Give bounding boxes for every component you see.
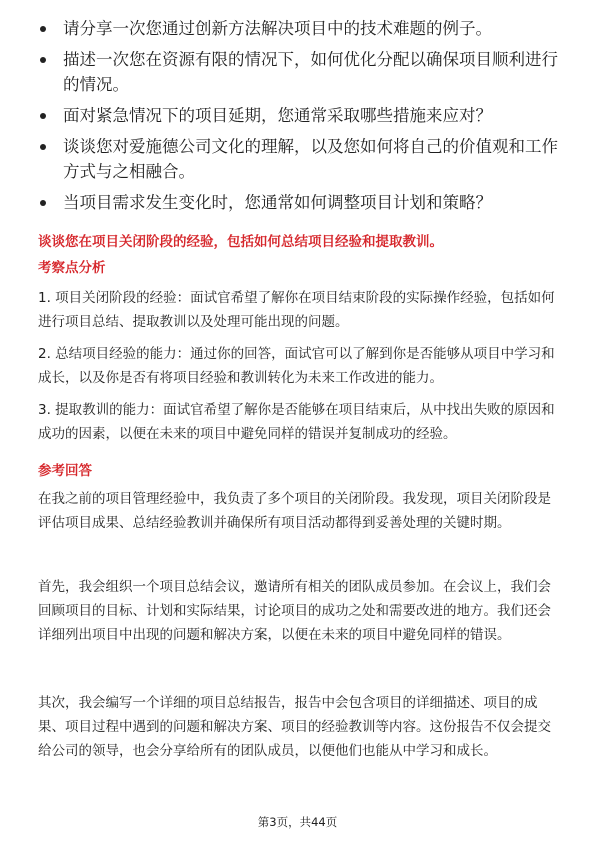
bullet-dot-icon — [40, 26, 46, 32]
question-bullet-list — [38, 16, 568, 221]
interview-question-heading: 谈谈您在项目关闭阶段的经验，包括如何总结项目经验和提取教训。 — [38, 234, 443, 250]
answer-paragraph: 首先，我会组织一个项目总结会议，邀请所有相关的团队成员参加。在会议上，我们会回顾项目的目标、计划和实际结果，讨论项目的成功之处和需要改进的地方。我们还会详细列出项目中出现的问题和解决方案，以便在未来的项目中避免同样的错误。 — [38, 579, 551, 643]
page-number-footer: 第3页，共44页 — [257, 815, 338, 829]
bullet-text: 当项目需求发生变化时，您通常如何调整项目计划和策略？ — [63, 193, 492, 212]
bullet-text: 描述一次您在资源有限的情况下，如何优化分配以确保项目顺利进行的情况。 — [63, 50, 558, 94]
analysis-item: 3. 提取教训的能力：面试官希望了解你是否能够在项目结束后，从中找出失败的原因和成功的因素，以便在未来的项目中避免同样的错误并复制成功的经验。 — [38, 402, 555, 442]
reference-answer-heading: 参考回答 — [38, 463, 92, 479]
bullet-item — [38, 190, 568, 215]
answer-paragraph: 其次，我会编写一个详细的项目总结报告，报告中会包含项目的详细描述、项目的成果、项目过程中遇到的问题和解决方案、项目的经验教训等内容。这份报告不仅会提交给公司的领导，也会分享给所有的团队成员，以便他们也能从中学习和成长。 — [38, 695, 551, 759]
bullet-text: 面对紧急情况下的项目延期，您通常采取哪些措施来应对？ — [63, 106, 492, 125]
bullet-dot-icon — [40, 113, 46, 119]
analysis-heading: 考察点分析 — [38, 260, 106, 276]
bullet-dot-icon — [40, 144, 46, 150]
bullet-dot-icon — [40, 200, 46, 206]
bullet-text: 谈谈您对爱施德公司文化的理解，以及您如何将自己的价值观和工作方式与之相融合。 — [63, 137, 558, 181]
bullet-item — [38, 134, 568, 184]
answer-paragraph: 在我之前的项目管理经验中，我负责了多个项目的关闭阶段。我发现，项目关闭阶段是评估项目成果、总结经验教训并确保所有项目活动都得到妥善处理的关键时期。 — [38, 491, 551, 531]
analysis-item: 2. 总结项目经验的能力：通过你的回答，面试官可以了解到你是否能够从项目中学习和成长，以及你是否有将项目经验和教训转化为未来工作改进的能力。 — [38, 346, 555, 386]
bullet-item — [38, 47, 568, 97]
bullet-item — [38, 16, 568, 41]
analysis-item: 1. 项目关闭阶段的经验：面试官希望了解你在项目结束阶段的实际操作经验，包括如何进行项目总结、提取教训以及处理可能出现的问题。 — [38, 290, 555, 330]
bullet-text: 请分享一次您通过创新方法解决项目中的技术难题的例子。 — [63, 19, 492, 38]
bullet-dot-icon — [40, 57, 46, 63]
bullet-item — [38, 103, 568, 128]
